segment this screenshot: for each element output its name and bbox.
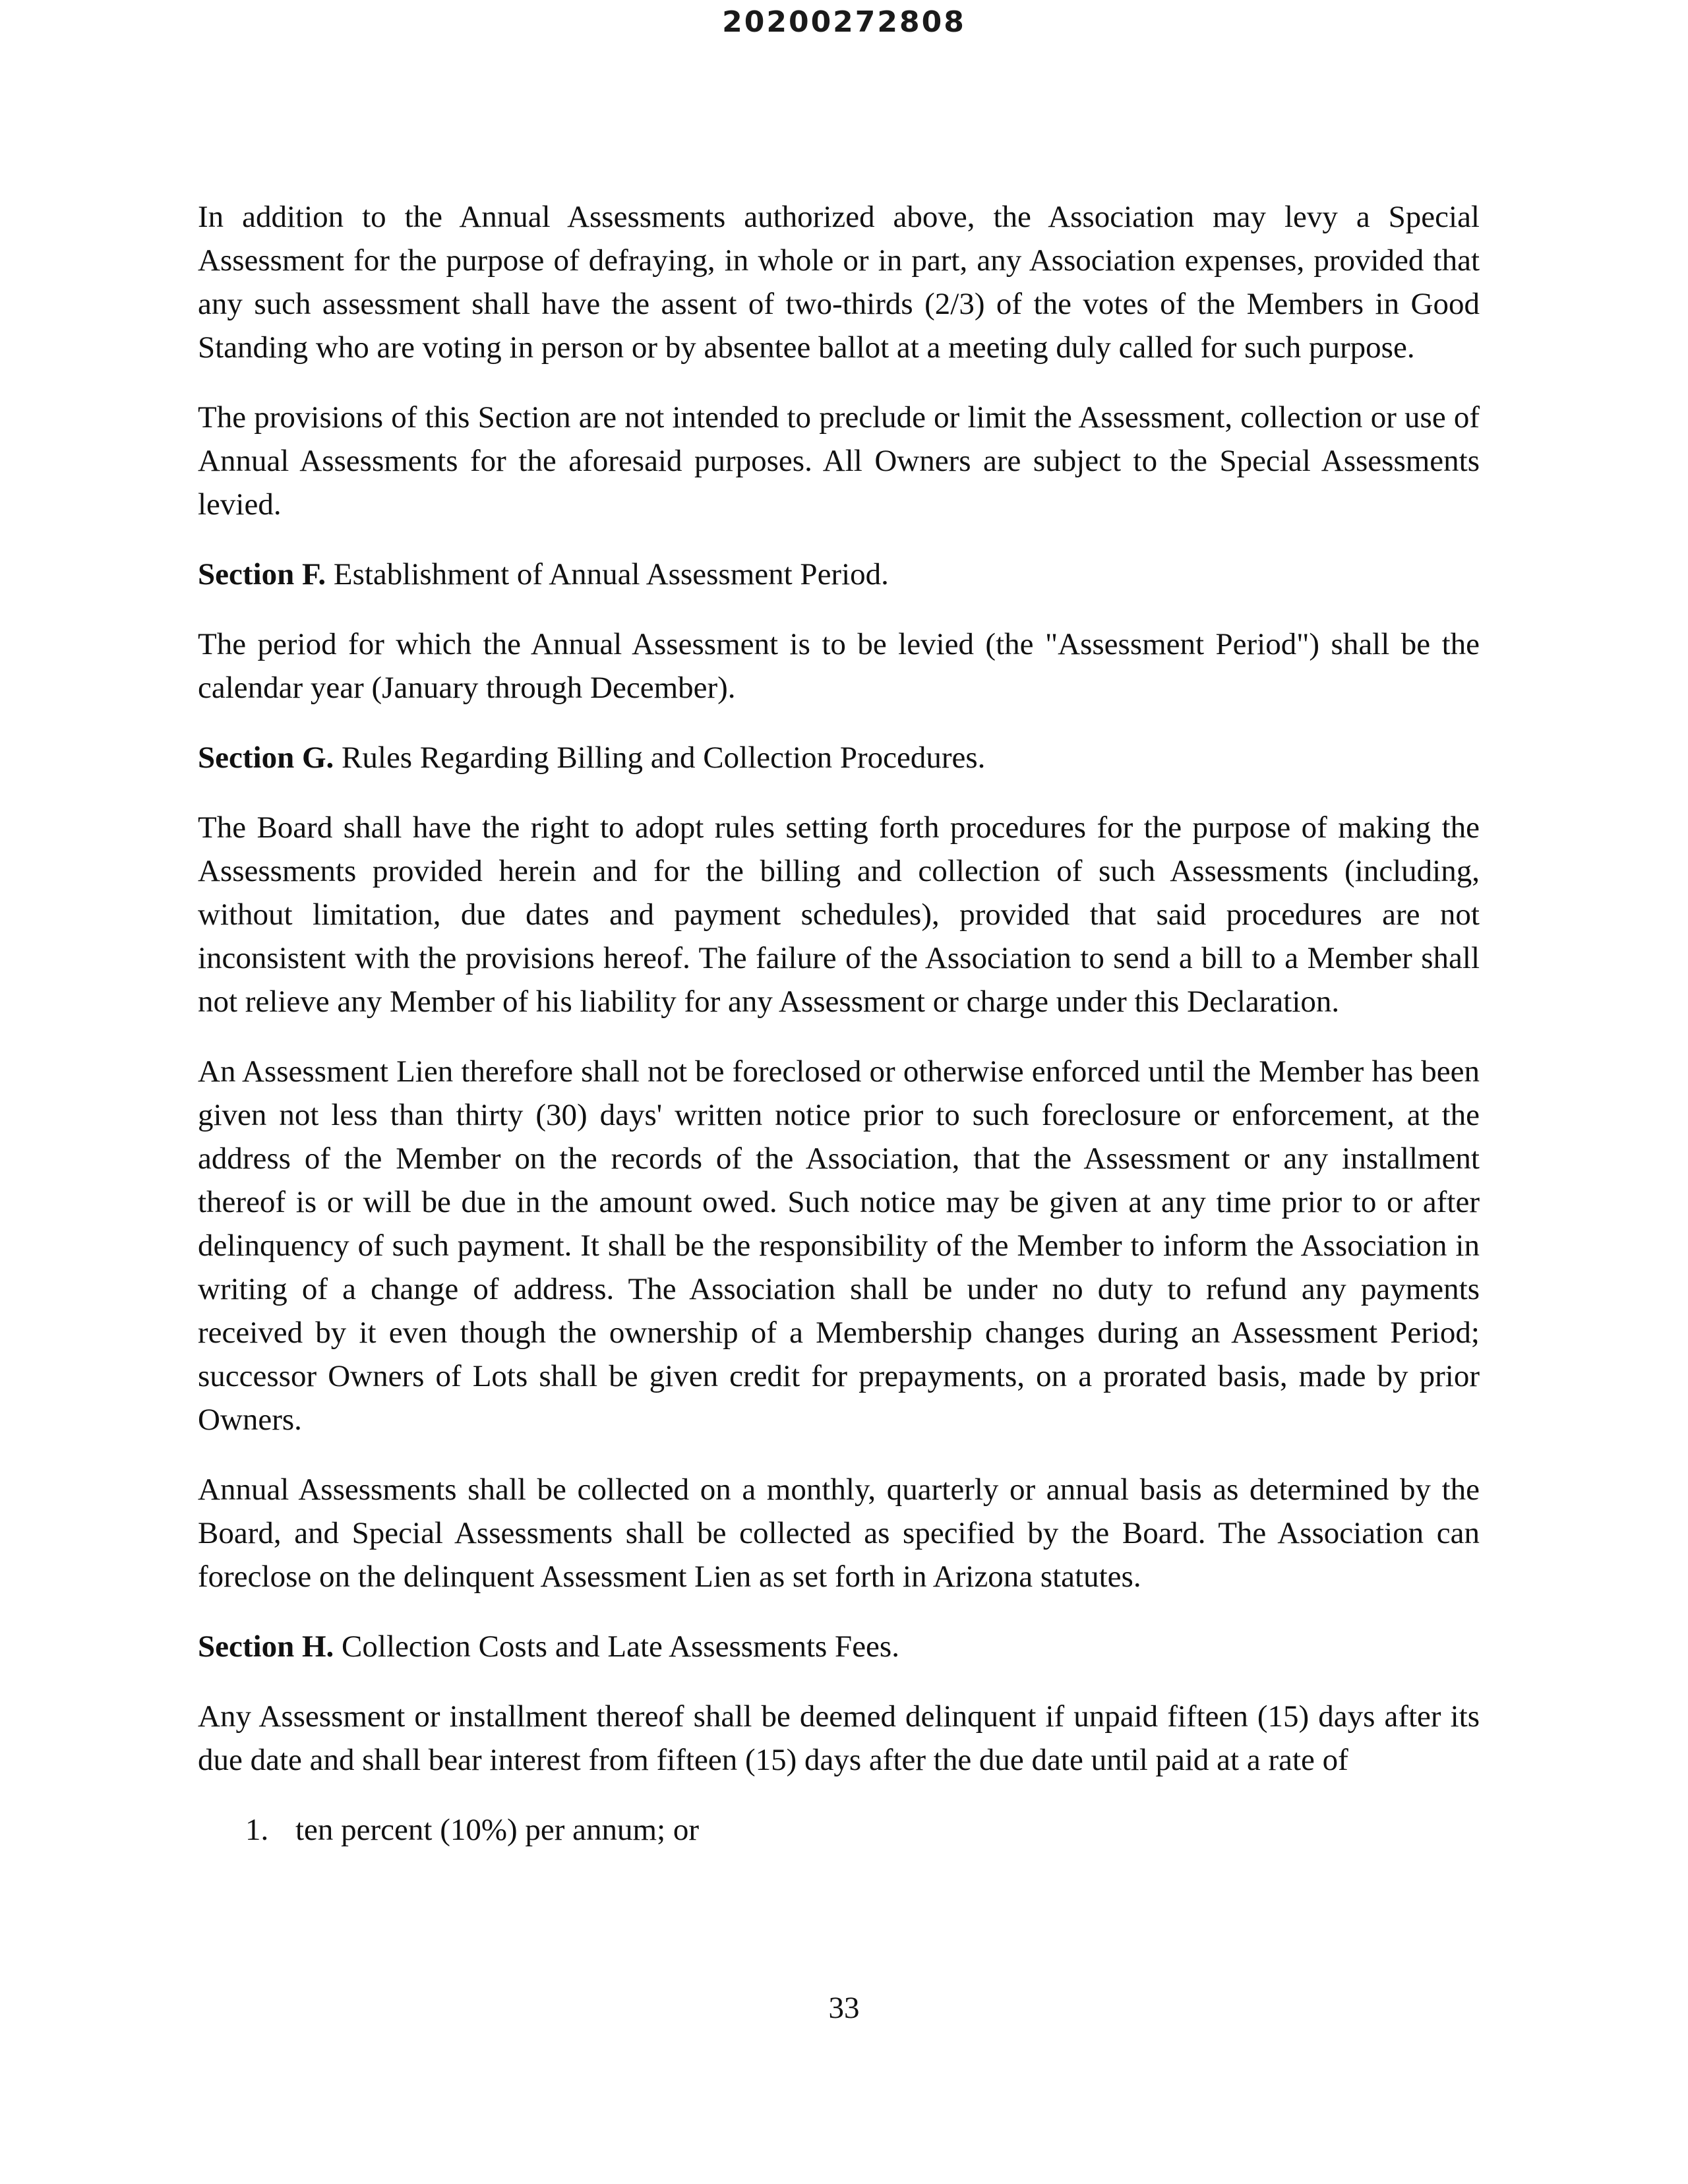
section-g-title: Rules Regarding Billing and Collection Procedures. — [334, 741, 986, 775]
list-item-text: ten percent (10%) per annum; or — [295, 1813, 700, 1847]
paragraph-delinquency: Any Assessment or installment thereof shall be deemed delinquent if unpaid fifteen (15) days after its due date and shall bear interest from fifteen (15) days after the due date until paid at a rate of — [198, 1699, 1480, 1777]
section-h-title: Collection Costs and Late Assessments Fees. — [334, 1629, 899, 1664]
section-f-title: Establishment of Annual Assessment Period. — [326, 557, 889, 592]
paragraph-assessment-lien: An Assessment Lien therefore shall not be foreclosed or otherwise enforced until the Member has been given not less than thirty (30) days' written notice prior to such foreclosure or enforcement, at the address of the Member on the records of the Association, that the Assessment or any installment thereof is or will be due in the amount owed. Such notice may be given at any time prior to or after delinquency of such payment. It shall be the responsibility of the Member to inform the Association in writing of a change of address. The Association shall be under no duty to refund any payments received by it even though the ownership of a Membership changes during an Assessment Period; successor Owners of Lots shall be given credit for prepayments, on a prorated basis, made by prior Owners. — [198, 1054, 1480, 1437]
list-item — [245, 1808, 1480, 1852]
paragraph-assessment-period: The period for which the Annual Assessment is to be levied (the "Assessment Period") shall be the calendar year (January through December). — [198, 627, 1480, 705]
page-number: 33 — [828, 1991, 860, 2025]
section-f-label: Section F. — [198, 557, 326, 592]
list-item-number: 1. — [245, 1813, 269, 1847]
paragraph-special-assessment: In addition to the Annual Assessments authorized above, the Association may levy a Special Assessment for the purpose of defraying, in whole or in part, any Association expenses, provided that any such assessment shall have the assent of two-thirds (2/3) of the votes of the Members in Good Standing who are voting in person or by absentee ballot at a meeting duly called for such purpose. — [198, 200, 1480, 365]
section-h-label: Section H. — [198, 1629, 334, 1664]
section-g-heading — [198, 736, 1480, 779]
paragraph-provisions: The provisions of this Section are not intended to preclude or limit the Assessment, collection or use of Annual Assessments for the aforesaid purposes. All Owners are subject to the Special Assessments levied. — [198, 400, 1480, 522]
section-h-heading — [198, 1625, 1480, 1668]
section-f-heading — [198, 553, 1480, 596]
document-number: 20200272808 — [722, 5, 966, 39]
paragraph-collection-basis: Annual Assessments shall be collected on a monthly, quarterly or annual basis as determined by the Board, and Special Assessments shall be collected as specified by the Board. The Association can foreclose on the delinquent Assessment Lien as set forth in Arizona statutes. — [198, 1472, 1480, 1594]
section-g-label: Section G. — [198, 741, 334, 775]
document-body — [198, 195, 1480, 1852]
paragraph-billing-rules: The Board shall have the right to adopt rules setting forth procedures for the purpose of making the Assessments provided herein and for the billing and collection of such Assessments (including, without limitation, due dates and payment schedules), provided that said procedures are not inconsistent with the provisions hereof. The failure of the Association to send a bill to a Member shall not relieve any Member of his liability for any Assessment or charge under this Declaration. — [198, 810, 1480, 1019]
